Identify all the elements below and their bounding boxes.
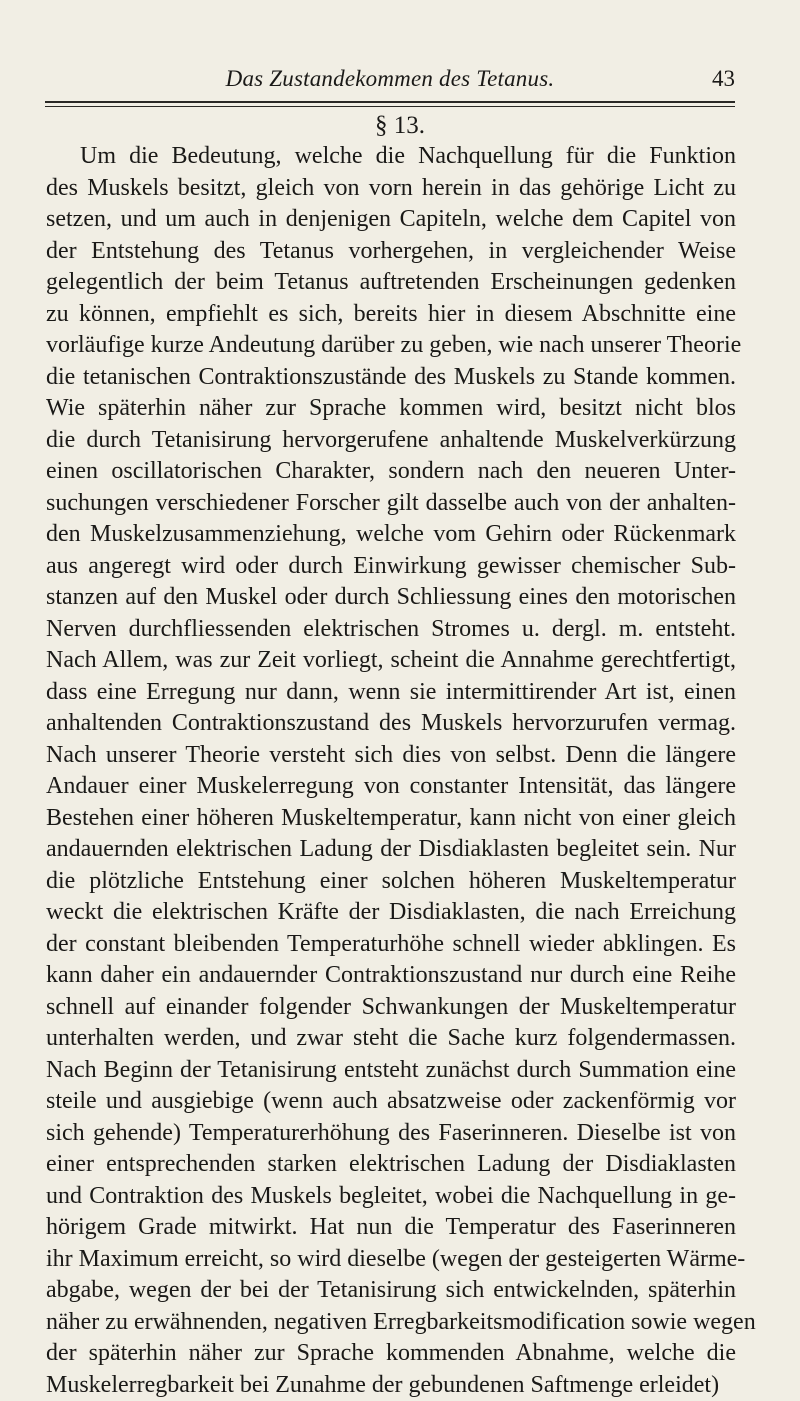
running-header (45, 66, 735, 100)
text-line: Wie späterhin näher zur Sprache kommen wird, besitzt nicht blos (46, 393, 736, 425)
text-line: gelegentlich der beim Tetanus auftretenden Erscheinungen gedenken (46, 267, 736, 299)
text-line: kann daher ein andauernder Contraktionszustand nur durch eine Reihe (46, 960, 736, 992)
text-line: schnell auf einander folgender Schwankungen der Muskeltemperatur (46, 992, 736, 1024)
text-line: weckt die elektrischen Kräfte der Disdiaklasten, die nach Erreichung (46, 897, 736, 929)
text-line: Nach Allem, was zur Zeit vorliegt, scheint die Annahme gerechtfertigt, (46, 645, 736, 677)
text-line: Nach unserer Theorie versteht sich dies von selbst. Denn die längere (46, 740, 736, 772)
text-line: einer entsprechenden starken elektrischen Ladung der Disdiaklasten (46, 1149, 736, 1181)
text-line: dass eine Erregung nur dann, wenn sie intermittirender Art ist, einen (46, 677, 736, 709)
text-line: die durch Tetanisirung hervorgerufene anhaltende Muskelverkürzung (46, 425, 736, 457)
text-line: anhaltenden Contraktionszustand des Muskels hervorzurufen vermag. (46, 708, 736, 740)
text-line: Nerven durchfliessenden elektrischen Stromes u. dergl. m. entsteht. (46, 614, 736, 646)
text-line: den Muskelzusammenziehung, welche vom Gehirn oder Rückenmark (46, 519, 736, 551)
text-line: zu können, empfiehlt es sich, bereits hier in diesem Abschnitte eine (46, 299, 736, 331)
text-line: sich gehende) Temperaturerhöhung des Faserinneren. Dieselbe ist von (46, 1118, 736, 1150)
text-line: aus angeregt wird oder durch Einwirkung gewisser chemischer Sub- (46, 551, 736, 583)
text-line: unterhalten werden, und zwar steht die Sache kurz folgendermassen. (46, 1023, 736, 1055)
body-paragraph (46, 141, 736, 1401)
text-line: abgabe, wegen der bei der Tetanisirung sich entwickelnden, späterhin (46, 1275, 736, 1307)
text-line: der Entstehung des Tetanus vorhergehen, in vergleichender Weise (46, 236, 736, 268)
text-line: suchungen verschiedener Forscher gilt dasselbe auch von der anhalten- (46, 488, 736, 520)
text-line: die plötzliche Entstehung einer solchen höheren Muskeltemperatur (46, 866, 736, 898)
header-rule-thin (45, 106, 735, 107)
text-line: andauernden elektrischen Ladung der Disdiaklasten begleitet sein. Nur (46, 834, 736, 866)
running-title: Das Zustandekommen des Tetanus. (45, 66, 735, 92)
text-line: Andauer einer Muskelerregung von constanter Intensität, das längere (46, 771, 736, 803)
page-number: 43 (712, 66, 735, 92)
text-line: Nach Beginn der Tetanisirung entsteht zunächst durch Summation eine (46, 1055, 736, 1087)
text-line: setzen, und um auch in denjenigen Capiteln, welche dem Capitel von (46, 204, 736, 236)
text-line: hörigem Grade mitwirkt. Hat nun die Temperatur des Faserinneren (46, 1212, 736, 1244)
text-line: der constant bleibenden Temperaturhöhe schnell wieder abklingen. Es (46, 929, 736, 961)
text-line: und Contraktion des Muskels begleitet, wobei die Nachquellung in ge- (46, 1181, 736, 1213)
text-line: ihr Maximum erreicht, so wird dieselbe (wegen der gesteigerten Wärme- (46, 1244, 736, 1276)
text-line: Muskelerregbarkeit bei Zunahme der gebundenen Saftmenge erleidet) (46, 1370, 736, 1401)
text-line: vorläufige kurze Andeutung darüber zu geben, wie nach unserer Theorie (46, 330, 736, 362)
section-heading: § 13. (0, 112, 800, 140)
text-line: einen oscillatorischen Charakter, sondern nach den neueren Unter- (46, 456, 736, 488)
text-line: der späterhin näher zur Sprache kommenden Abnahme, welche die (46, 1338, 736, 1370)
text-line: des Muskels besitzt, gleich von vorn herein in das gehörige Licht zu (46, 173, 736, 205)
text-line: steile und ausgiebige (wenn auch absatzweise oder zackenförmig vor (46, 1086, 736, 1118)
text-line: Bestehen einer höheren Muskeltemperatur, kann nicht von einer gleich (46, 803, 736, 835)
text-line: näher zu erwähnenden, negativen Erregbarkeitsmodification sowie wegen (46, 1307, 736, 1339)
text-line: Um die Bedeutung, welche die Nachquellung für die Funktion (46, 141, 736, 173)
text-line: stanzen auf den Muskel oder durch Schliessung eines den motorischen (46, 582, 736, 614)
text-line: die tetanischen Contraktionszustände des Muskels zu Stande kommen. (46, 362, 736, 394)
header-rule-thick (45, 101, 735, 103)
